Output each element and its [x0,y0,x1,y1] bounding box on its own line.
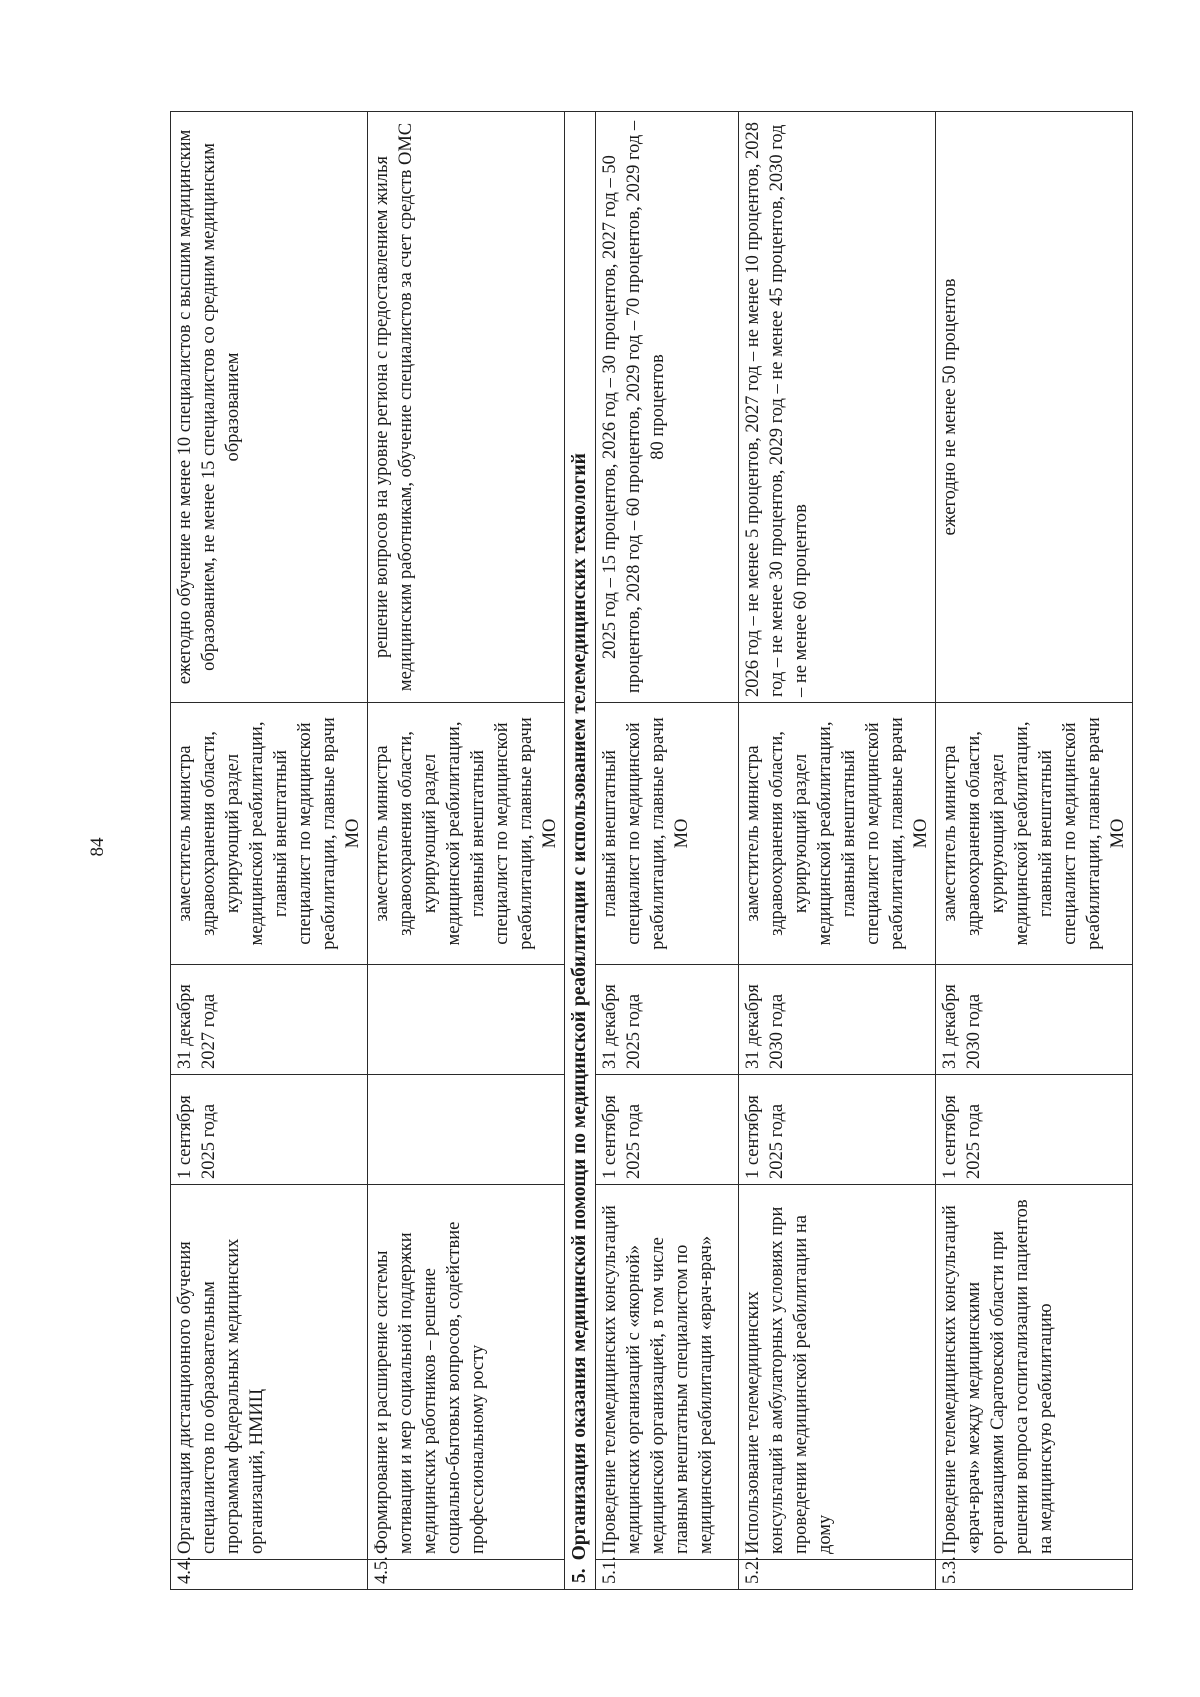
table-row [596,112,739,1590]
row-number: 5.3. [936,1560,1133,1590]
result-cell: ежегодно обучение не менее 10 специалистов с высшим медицинским образованием, не менее 15 специалистов со средним медицинским образованием [171,112,368,703]
result-cell: 2025 год – 15 процентов, 2026 год – 30 процентов, 2027 год – 50 процентов, 2028 год – 60 процентов, 2029 год – 70 процентов, 2029 год – 80 процентов [596,112,739,703]
start-date-cell [368,1075,565,1185]
responsible-cell: главный внештатный специалист по медицинской реабилитации, главные врачи МО [596,703,739,965]
end-date-cell: 31 декабря 2027 года [171,965,368,1075]
section-number: 5. [569,1568,590,1583]
start-date-cell: 1 сентября 2025 года [596,1075,739,1185]
end-date-cell: 31 декабря 2030 года [739,965,936,1075]
result-cell: ежегодно не менее 50 процентов [936,112,1133,703]
end-date-cell: 31 декабря 2025 года [596,965,739,1075]
row-number: 5.1. [596,1560,739,1590]
end-date-cell: 31 декабря 2030 года [936,965,1133,1075]
action-cell: Проведение телемедицинских консультаций медицинских организаций с «якорной» медицинской организацией, в том числе главным внештатным специалистом по медицинской реабилитации «врач-врач» [596,1185,739,1560]
rotated-table-sheet [170,112,1128,1590]
section-title: Организация оказания медицинской помощи по медицинской реабилитации с использованием телемедицинских технологий [569,453,590,1561]
responsible-cell: заместитель министра здравоохранения области, курирующий раздел медицинской реабилитации, главный внештатный специалист по медицинской реабилитации, главные врачи МО [171,703,368,965]
action-cell: Проведение телемедицинских консультаций «врач-врач» между медицинскими организациями Саратовской области при решении вопроса госпитализации пациентов на медицинскую реабилитацию [936,1185,1133,1560]
table-row [739,112,936,1590]
section-header-row [565,112,596,1590]
start-date-cell: 1 сентября 2025 года [739,1075,936,1185]
start-date-cell: 1 сентября 2025 года [171,1075,368,1185]
measures-table [170,111,1133,1590]
table-row [936,112,1133,1590]
responsible-cell: заместитель министра здравоохранения области, курирующий раздел медицинской реабилитации, главный внештатный специалист по медицинской реабилитации, главные врачи МО [739,703,936,965]
responsible-cell: заместитель министра здравоохранения области, курирующий раздел медицинской реабилитации, главный внештатный специалист по медицинской реабилитации, главные врачи МО [368,703,565,965]
responsible-cell: заместитель министра здравоохранения области, курирующий раздел медицинской реабилитации, главный внештатный специалист по медицинской реабилитации, главные врачи МО [936,703,1133,965]
action-cell: Формирование и расширение системы мотивации и мер социальной поддержки медицинских работников – решение социально-бытовых вопросов, содействие профессиональному росту [368,1185,565,1560]
table-row [368,112,565,1590]
action-cell: Организация дистанционного обучения специалистов по образовательным программам федеральных медицинских организаций, НМИЦ [171,1185,368,1560]
action-cell: Использование телемедицинских консультаций в амбулаторных условиях при проведении медицинской реабилитации на дому [739,1185,936,1560]
row-number: 4.4. [171,1560,368,1590]
row-number: 4.5. [368,1560,565,1590]
result-cell: решение вопросов на уровне региона с предоставлением жилья медицинским работникам, обучение специалистов за счет средств ОМС [368,112,565,703]
page-number: 84 [87,837,108,857]
result-cell: 2026 год – не менее 5 процентов, 2027 год – не менее 10 процентов, 2028 год – не менее 30 процентов, 2029 год – не менее 45 процентов, 2030 год – не менее 60 процентов [739,112,936,703]
table-row [171,112,368,1590]
end-date-cell [368,965,565,1075]
start-date-cell: 1 сентября 2025 года [936,1075,1133,1185]
row-number: 5.2. [739,1560,936,1590]
section-header [565,112,596,1590]
